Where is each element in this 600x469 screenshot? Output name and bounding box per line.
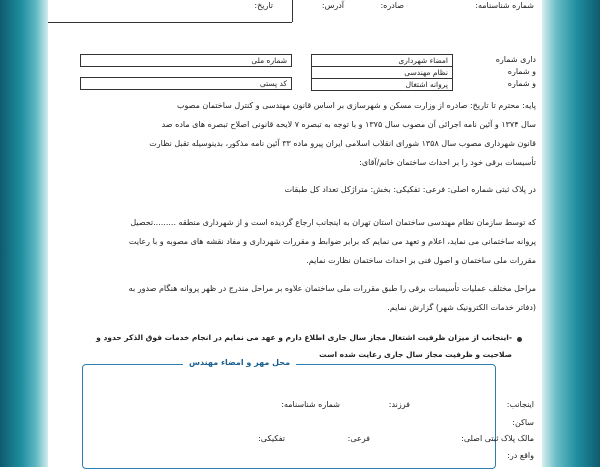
- postal-code-field[interactable]: [80, 77, 292, 90]
- address-label: آدرس:: [321, 1, 344, 10]
- me-label: اینجانب:: [506, 400, 534, 409]
- body-line-4: تأسیسات برقی خود را بر احداث ساختمان خانم/آقای:: [359, 158, 536, 167]
- engineering-org-label: نظام مهندسی: [404, 68, 448, 77]
- father-label: فرزند:: [388, 400, 410, 409]
- body-line-6: پروانه ساختمانی می نماید، اعلام و تعهد می نمایم که برابر ضوابط و مقررات شهرداری و مفاد نقشه های مصوبه و با رعایت: [128, 237, 536, 246]
- and-no-label-2: و شماره: [507, 79, 536, 88]
- decorative-frame-left: [0, 0, 48, 467]
- postal-code-label: کد پستی: [259, 79, 287, 88]
- resident-label: ساکن:: [512, 418, 534, 427]
- body-line-5: که توسط سازمان نظام مهندسی ساختمان استان تهران به اینجانب ارجاع گردیده است و از شهرداری منطقه .........تحصیل: [130, 218, 536, 227]
- holder-no-label: داری شماره: [495, 55, 536, 64]
- body-line-1: پایه: محترم تا تاریخ: صادره از وزارت مسکن و شهرسازی بر اساس قانون مهندسی و کنترل ساختمان مصوب: [176, 101, 536, 110]
- body-line-7: مقررات ملی ساختمان و اصول فنی بر احداث ساختمان نظارت نمایم.: [306, 256, 536, 265]
- work-license-field[interactable]: [311, 78, 453, 91]
- id-no-label: شماره شناسنامه:: [281, 400, 340, 409]
- municipality-sign-label: امضاء شهرداری: [398, 56, 448, 65]
- date-label: تاریخ:: [254, 1, 273, 10]
- split-plot-label: تفکیکی:: [258, 434, 285, 443]
- work-license-label: پروانه اشتغال: [405, 80, 448, 89]
- issued-label: صادره:: [380, 1, 404, 10]
- sub-plot-label: فرعی:: [347, 434, 370, 443]
- body-line-8: مراحل مختلف عملیات تأسیسات برقی را طبق مقررات ملی ساختمان علاوه بر مراحل مندرج در ظهر پروانه هنگام صدور به: [128, 284, 536, 293]
- top-divider: [292, 0, 293, 22]
- body-line-9: (دفاتر خدمات الکترونیک شهر) گزارش نمایم.: [387, 303, 536, 312]
- stamp-box-title: محل مهر و امضاء مهندس: [183, 358, 296, 367]
- owner-plot-label: مالک پلاک ثبتی اصلی:: [461, 434, 534, 443]
- engineer-stamp-box: [82, 358, 496, 469]
- top-box-border: [48, 22, 292, 23]
- located-label: واقع در:: [507, 451, 534, 460]
- and-no-label-1: و شماره: [507, 67, 536, 76]
- cert-no-label: شماره شناسنامه:: [475, 1, 534, 10]
- body-line-2: سال ۱۳۷۴ و آئین نامه اجرائی آن مصوب سال ۱۳۷۵ و با توجه به تبصره ۷ لایحه قانونی اصلاح تبصره های ماده صد: [161, 120, 536, 129]
- plot-info-line: در پلاک ثبتی شماره اصلی: فرعی: تفکیکی: بخش: متراژکل تعداد کل طبقات: [284, 185, 536, 194]
- bullet-line-1: -اینجانب از میزان ظرفیت اشتغال مجاز سال جاری اطلاع دارم و عهد می نمایم در انجام خدمات فوق الذکر حدود و: [96, 333, 512, 342]
- body-line-3: قانون شهرداری مصوب سال ۱۳۵۸ شورای انقلاب اسلامی ایران پیرو ماده ۳۳ آئین نامه مذکور، بدینوسیله تقبل نظارت: [149, 139, 536, 148]
- bullet-line-2: صلاحیت و ظرفیت مجاز سال جاری رعایت شده است: [319, 350, 512, 359]
- national-id-field[interactable]: [80, 54, 292, 67]
- decorative-frame-right: [542, 0, 600, 467]
- bullet-dot: [517, 337, 522, 342]
- national-id-label: شماره ملی: [251, 56, 287, 65]
